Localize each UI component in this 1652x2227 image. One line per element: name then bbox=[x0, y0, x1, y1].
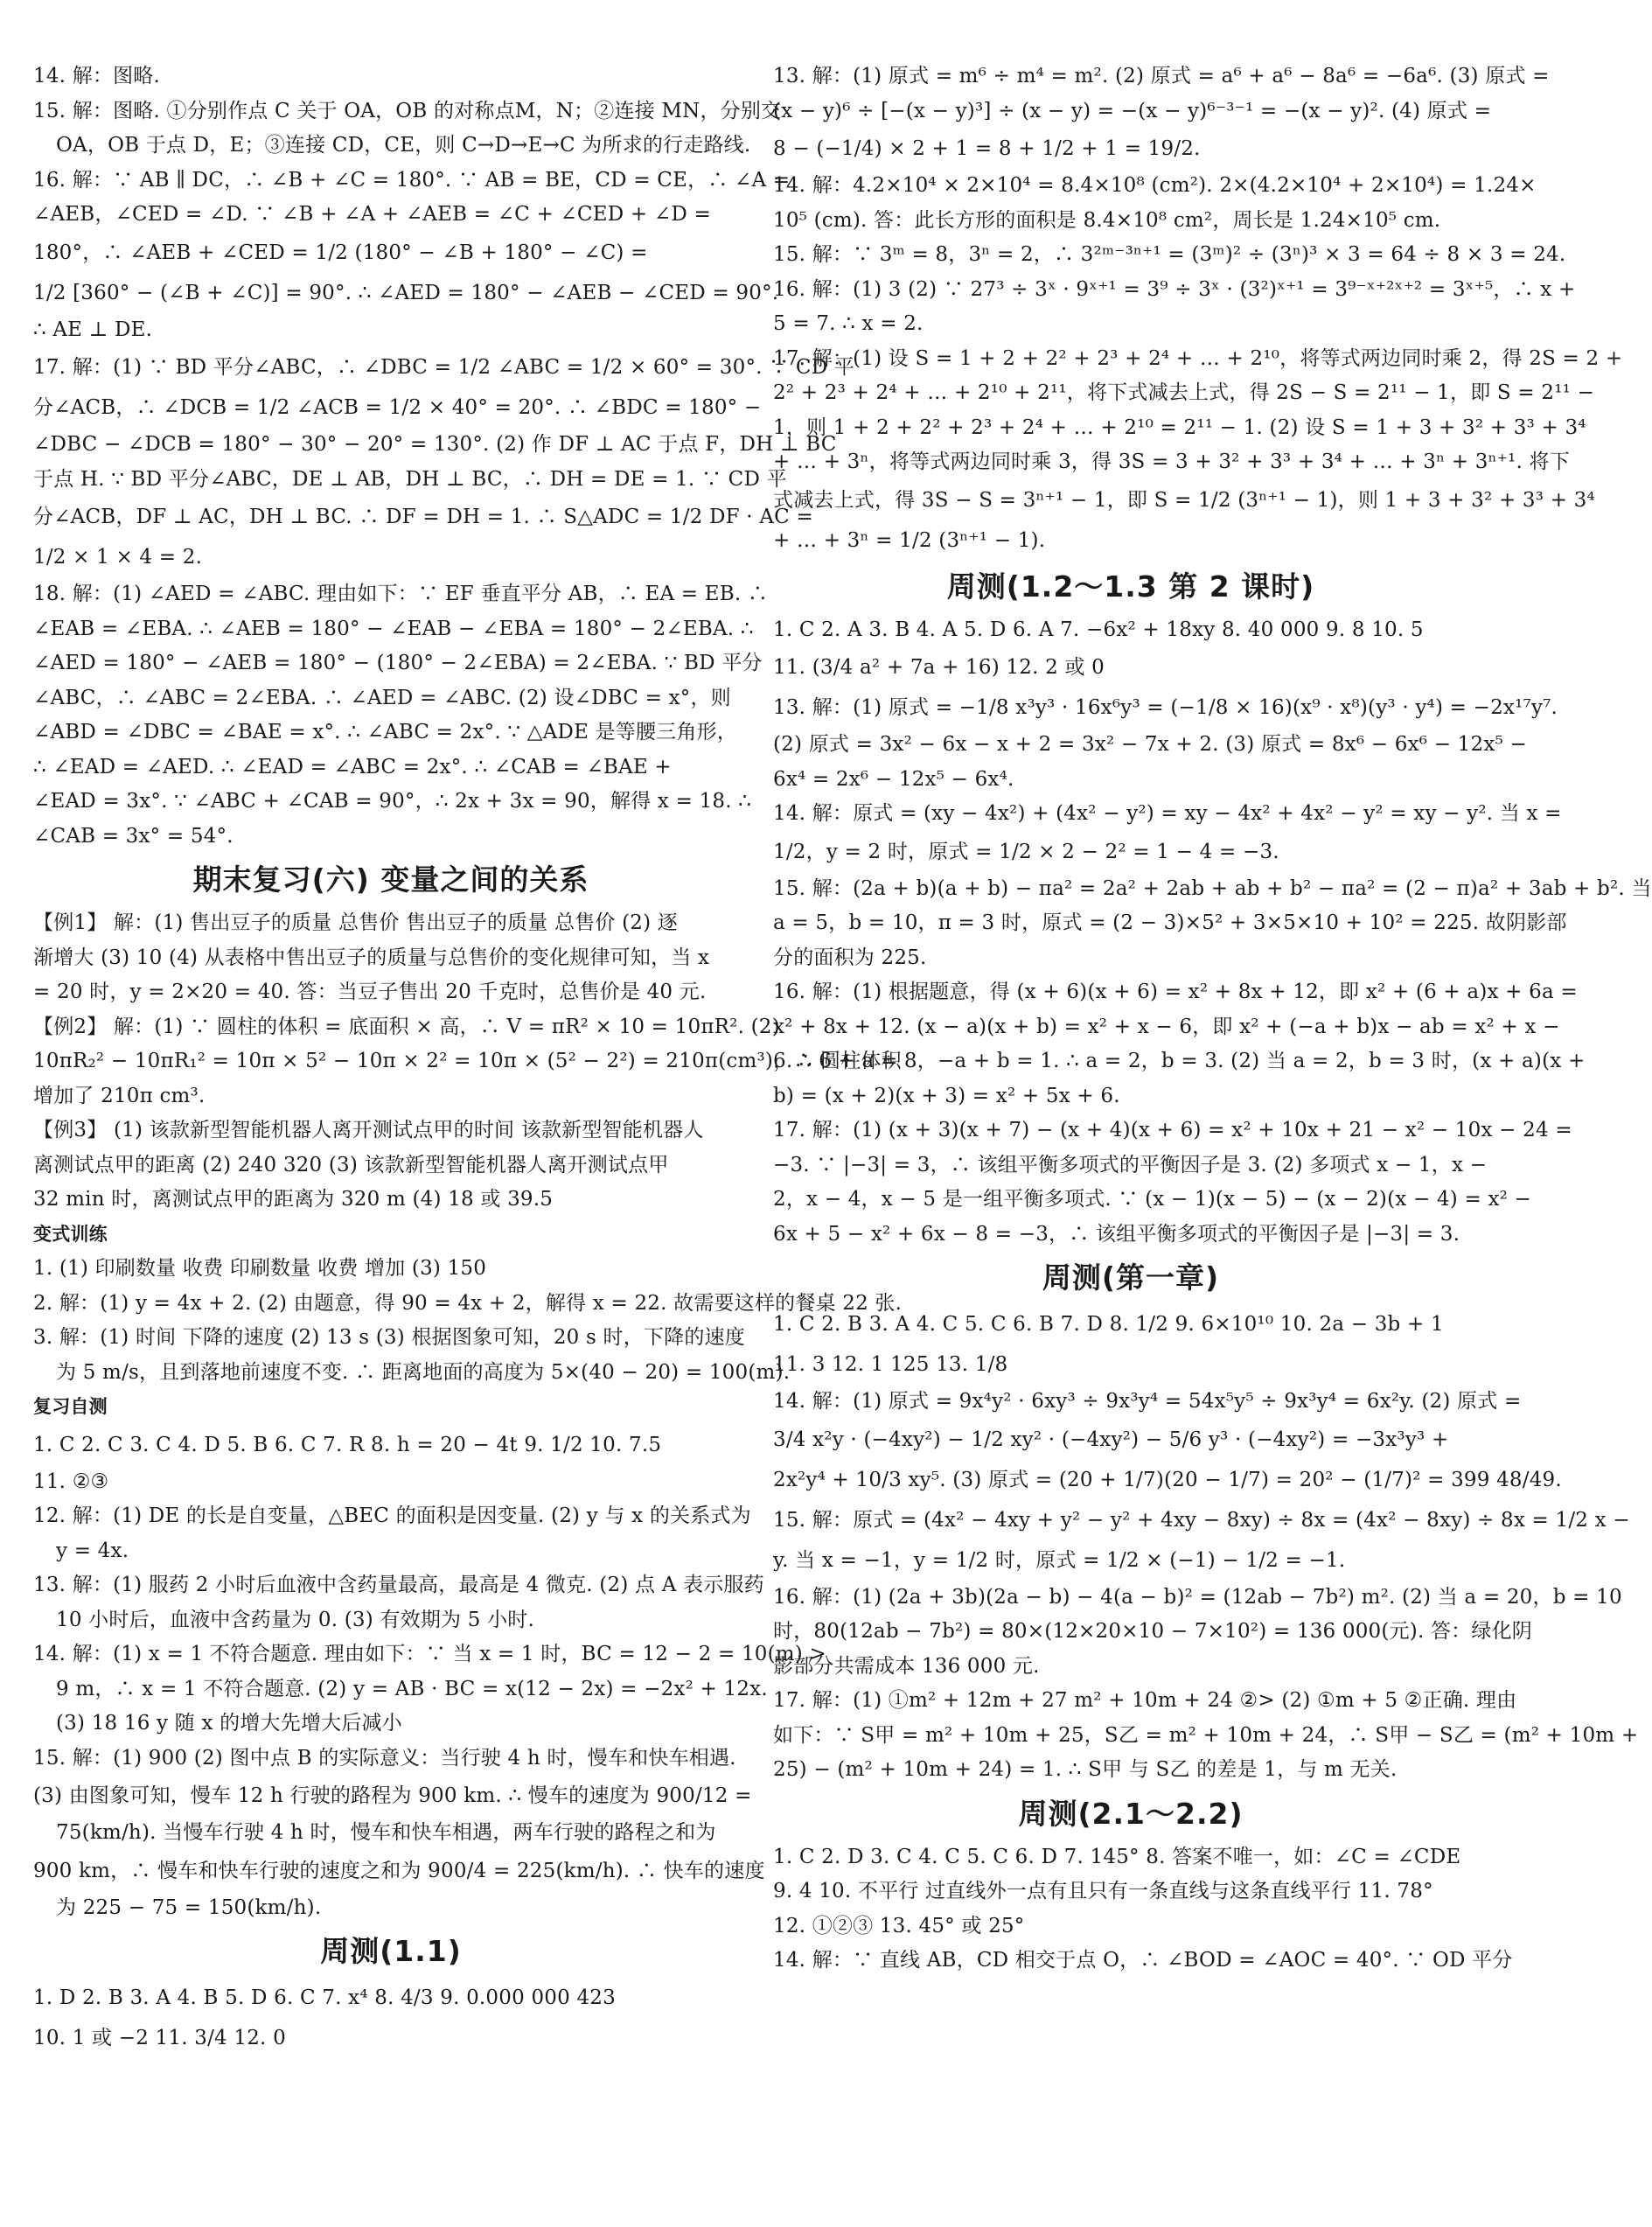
answer-line: 1. C 2. A 3. B 4. A 5. D 6. A 7. −6x² + 18xy 8. 40 000 9. 8 10. 5 bbox=[773, 618, 1424, 641]
answer-line: 【例1】 解：(1) 售出豆子的质量 总售价 售出豆子的质量 总售价 (2) 逐 bbox=[33, 911, 678, 934]
answer-line: 3/4 x²y · (−4xy²) − 1/2 xy² · (−4xy²) − 5/6 y³ · (−4xy²) = −3x³y³ + bbox=[773, 1428, 1449, 1451]
answer-line: = 20 时，y = 2×20 = 40. 答：当豆子售出 20 千克时，总售价是 40 元. bbox=[33, 981, 707, 1003]
answer-line: 15. 解：图略. ①分别作点 C 关于 OA，OB 的对称点M，N；②连接 MN，分别交 bbox=[33, 99, 782, 122]
answer-line: ∠DBC − ∠DCB = 180° − 30° − 20° = 130°. (2) 作 DF ⊥ AC 于点 F，DH ⊥ BC bbox=[33, 433, 837, 456]
answer-line: 14. 解：(1) 原式 = 9x⁴y² · 6xy³ ÷ 9x³y⁴ = 54x⁵y⁵ ÷ 9x³y⁴ = 6x²y. (2) 原式 = bbox=[773, 1390, 1522, 1413]
answer-line: 分的面积为 225. bbox=[773, 946, 927, 969]
answer-line: 2x²y⁴ + 10/3 xy⁵. (3) 原式 = (20 + 1/7)(20 − 1/7) = 20² − (1/7)² = 399 48/49. bbox=[773, 1468, 1562, 1491]
answer-line: 16. 解：(1) 3 (2) ∵ 27³ ÷ 3ˣ · 9ˣ⁺¹ = 3⁹ ÷ 3ˣ · (3²)ˣ⁺¹ = 3⁹⁻ˣ⁺²ˣ⁺² = 3ˣ⁺⁵，∴ x + bbox=[773, 277, 1576, 301]
answer-line: 17. 解：(1) (x + 3)(x + 7) − (x + 4)(x + 6) = x² + 10x + 21 − x² − 10x − 24 = bbox=[773, 1119, 1572, 1141]
answer-line: (3) 由图象可知，慢车 12 h 行驶的路程为 900 km. ∴ 慢车的速度为 900/12 = bbox=[33, 1784, 752, 1807]
answer-line: (2) 原式 = 3x² − 6x − x + 2 = 3x² − 7x + 2. (3) 原式 = 8x⁶ − 6x⁶ − 12x⁵ − bbox=[773, 733, 1527, 756]
answer-line: 17. 解：(1) 设 S = 1 + 2 + 2² + 2³ + 2⁴ + … + 2¹⁰，将等式两边同时乘 2，得 2S = 2 + bbox=[773, 346, 1623, 370]
section-heading: 周测(第一章) bbox=[1042, 1260, 1220, 1295]
answer-line: ∠EAB = ∠EBA. ∴ ∠AEB = 180° − ∠EAB − ∠EBA = 180° − 2∠EBA. ∴ bbox=[33, 617, 754, 640]
answer-line: 增加了 210π cm³. bbox=[33, 1084, 206, 1107]
answer-line: + … + 3ⁿ = 1/2 (3ⁿ⁺¹ − 1). bbox=[773, 528, 1046, 552]
answer-line: 17. 解：(1) ∵ BD 平分∠ABC，∴ ∠DBC = 1/2 ∠ABC = 1/2 × 60° = 30°. ∵ CD 平 bbox=[33, 356, 855, 379]
answer-line: 18. 解：(1) ∠AED = ∠ABC. 理由如下：∵ EF 垂直平分 AB，∴ EA = EB. ∴ bbox=[33, 583, 769, 605]
section-heading: 周测(2.1～2.2) bbox=[1018, 1796, 1244, 1831]
answer-line: 11. ②③ bbox=[33, 1470, 109, 1493]
answer-line: 式减去上式，得 3S − S = 3ⁿ⁺¹ − 1，即 S = 1/2 (3ⁿ⁺¹ − 1)，则 1 + 3 + 3² + 3³ + 3⁴ bbox=[773, 488, 1595, 512]
answer-line: 180°，∴ ∠AEB + ∠CED = 1/2 (180° − ∠B + 180° − ∠C) = bbox=[33, 241, 648, 264]
answer-line: 5 = 7. ∴ x = 2. bbox=[773, 312, 924, 335]
answer-line: 12. 解：(1) DE 的长是自变量，△BEC 的面积是因变量. (2) y 与 x 的关系式为 bbox=[33, 1504, 751, 1527]
answer-line: 1. D 2. B 3. A 4. B 5. D 6. C 7. x⁴ 8. 4/3 9. 0.000 000 423 bbox=[33, 1986, 616, 2009]
answer-line: 1，则 1 + 2 + 2² + 2³ + 2⁴ + … + 2¹⁰ = 2¹¹ − 1. (2) 设 S = 1 + 3 + 3² + 3³ + 3⁴ bbox=[773, 415, 1586, 439]
answer-line: 9. 4 10. 不平行 过直线外一点有且只有一条直线与这条直线平行 11. 78° bbox=[773, 1880, 1433, 1902]
answer-line: ∠AED = 180° − ∠AEB = 180° − (180° − 2∠EBA) = 2∠EBA. ∵ BD 平分 bbox=[33, 652, 763, 674]
answer-line: 16. 解：∵ AB ∥ DC，∴ ∠B + ∠C = 180°. ∵ AB = BE，CD = CE，∴ ∠A = bbox=[33, 168, 791, 192]
answer-line: 13. 解：(1) 原式 = −1/8 x³y³ · 16x⁶y³ = (−1/8 × 16)(x⁹ · x⁸)(y³ · y⁴) = −2x¹⁷y⁷. bbox=[773, 696, 1558, 719]
answer-line: 于点 H. ∵ BD 平分∠ABC，DE ⊥ AB，DH ⊥ BC，∴ DH = DE = 1. ∵ CD 平 bbox=[33, 467, 787, 491]
answer-line: 16. 解：(1) 根据题意，得 (x + 6)(x + 6) = x² + 8x + 12，即 x² + (6 + a)x + 6a = bbox=[773, 981, 1578, 1003]
answer-line: 为 225 − 75 = 150(km/h). bbox=[56, 1895, 322, 1919]
answer-line: 6x⁴ = 2x⁶ − 12x⁵ − 6x⁴. bbox=[773, 767, 1014, 791]
subsection-heading: 复习自测 bbox=[33, 1396, 108, 1417]
answer-line: + … + 3ⁿ，将等式两边同时乘 3，得 3S = 3 + 3² + 3³ + 3⁴ + … + 3ⁿ + 3ⁿ⁺¹. 将下 bbox=[773, 450, 1570, 473]
answer-line: 13. 解：(1) 原式 = m⁶ ÷ m⁴ = m². (2) 原式 = a⁶ + a⁶ − 8a⁶ = −6a⁶. (3) 原式 = bbox=[773, 65, 1550, 87]
section-heading: 周测(1.2～1.3 第 2 课时) bbox=[946, 569, 1315, 604]
answer-line: 为 5 m/s，且到落地前速度不变. ∴ 距离地面的高度为 5×(40 − 20) = 100(m). bbox=[56, 1360, 791, 1384]
answer-line: 16. 解：(1) (2a + 3b)(2a − b) − 4(a − b)² = (12ab − 7b²) m². (2) 当 a = 20，b = 10 bbox=[773, 1585, 1622, 1609]
answer-line: ∴ AE ⊥ DE. bbox=[33, 318, 153, 341]
answer-line: 15. 解：原式 = (4x² − 4xy + y² − y² + 4xy − 8xy) ÷ 8x = (4x² − 8xy) ÷ 8x = 1/2 x − bbox=[773, 1508, 1630, 1532]
answer-line: 分∠ACB，∴ ∠DCB = 1/2 ∠ACB = 1/2 × 40° = 20°. ∴ ∠BDC = 180° − bbox=[33, 396, 762, 419]
answer-line: 15. 解：∵ 3ᵐ = 8，3ⁿ = 2，∴ 3²ᵐ⁻³ⁿ⁺¹ = (3ᵐ)² ÷ (3ⁿ)³ × 3 = 64 ÷ 8 × 3 = 24. bbox=[773, 243, 1566, 266]
answer-line: OA，OB 于点 D，E；③连接 CD，CE，则 C→D→E→C 为所求的行走路线. bbox=[56, 134, 751, 157]
answer-line: ∠ABC，∴ ∠ABC = 2∠EBA. ∴ ∠AED = ∠ABC. (2) 设∠DBC = x°，则 bbox=[33, 686, 731, 709]
answer-line: 1. C 2. C 3. C 4. D 5. B 6. C 7. R 8. h = 20 − 4t 9. 1/2 10. 7.5 bbox=[33, 1433, 662, 1456]
answer-line: 时，80(12ab − 7b²) = 80×(12×20×10 − 7×10²) = 136 000(元). 答：绿化阴 bbox=[773, 1620, 1532, 1643]
answer-line: 32 min 时，离测试点甲的距离为 320 m (4) 18 或 39.5 bbox=[33, 1188, 554, 1211]
answer-line: 2，x − 4，x − 5 是一组平衡多项式. ∵ (x − 1)(x − 5) − (x − 2)(x − 4) = x² − bbox=[773, 1188, 1532, 1211]
answer-line: x² + 8x + 12. (x − a)(x + b) = x² + x − 6，即 x² + (−a + b)x − ab = x² + x − bbox=[773, 1015, 1560, 1038]
answer-line: (x − y)⁶ ÷ [−(x − y)³] ÷ (x − y) = −(x − y)⁶⁻³⁻¹ = −(x − y)². (4) 原式 = bbox=[773, 99, 1492, 122]
answer-line: 1. C 2. B 3. A 4. C 5. C 6. B 7. D 8. 1/2 9. 6×10¹⁰ 10. 2a − 3b + 1 bbox=[773, 1313, 1444, 1336]
answer-line: y. 当 x = −1，y = 1/2 时，原式 = 1/2 × (−1) − 1/2 = −1. bbox=[773, 1548, 1346, 1572]
answer-line: 900 km，∴ 慢车和快车行驶的速度之和为 900/4 = 225(km/h). ∴ 快车的速度 bbox=[33, 1859, 765, 1882]
answer-line: 10. 1 或 −2 11. 3/4 12. 0 bbox=[33, 2027, 286, 2049]
answer-line: 分∠ACB，DF ⊥ AC，DH ⊥ BC. ∴ DF = DH = 1. ∴ S△ADC = 1/2 DF · AC = bbox=[33, 506, 813, 528]
answer-line: 【例3】 (1) 该款新型智能机器人离开测试点甲的时间 该款新型智能机器人 bbox=[33, 1119, 704, 1141]
answer-line: ∠ABD = ∠DBC = ∠BAE = x°. ∴ ∠ABC = 2x°. ∵ △ADE 是等腰三角形， bbox=[33, 721, 737, 743]
answer-line: ∠EAD = 3x°. ∵ ∠ABC + ∠CAB = 90°，∴ 2x + 3x = 90，解得 x = 18. ∴ bbox=[33, 790, 752, 813]
answer-line: a = 5，b = 10，π = 3 时，原式 = (2 − 3)×5² + 3×5×10 + 10² = 225. 故阴影部 bbox=[773, 911, 1567, 934]
answer-line: ∠AEB，∠CED = ∠D. ∵ ∠B + ∠A + ∠AEB = ∠C + ∠CED + ∠D = bbox=[33, 203, 711, 226]
answer-line: (3) 18 16 y 随 x 的增大先增大后减小 bbox=[56, 1712, 402, 1735]
answer-line: 17. 解：(1) ①m² + 12m + 27 m² + 10m + 24 ②> (2) ①m + 5 ②正确. 理由 bbox=[773, 1689, 1517, 1712]
answer-line: 影部分共需成本 136 000 元. bbox=[773, 1654, 1040, 1678]
answer-line: ∴ ∠EAD = ∠AED. ∴ ∠EAD = ∠ABC = 2x°. ∴ ∠CAB = ∠BAE + bbox=[33, 755, 672, 778]
section-heading: 期末复习(六) 变量之间的关系 bbox=[192, 862, 589, 897]
answer-line: 1. C 2. D 3. C 4. C 5. C 6. D 7. 145° 8. 答案不唯一，如：∠C = ∠CDE bbox=[773, 1845, 1461, 1868]
answer-line: 12. ①②③ 13. 45° 或 25° bbox=[773, 1914, 1025, 1937]
answer-line: 75(km/h). 当慢车行驶 4 h 时，慢车和快车相遇，两车行驶的路程之和为 bbox=[56, 1821, 716, 1844]
answer-line: 6x + 5 − x² + 6x − 8 = −3，∴ 该组平衡多项式的平衡因子是 |−3| = 3. bbox=[773, 1222, 1460, 1246]
answer-line: 25) − (m² + 10m + 24) = 1. ∴ S甲 与 S乙 的差是 1，与 m 无关. bbox=[773, 1758, 1398, 1781]
answer-line: 8 − (−1/4) × 2 + 1 = 8 + 1/2 + 1 = 19/2. bbox=[773, 137, 1201, 160]
answer-line: 11. 3 12. 1 125 13. 1/8 bbox=[773, 1353, 1008, 1376]
right-column bbox=[773, 59, 1652, 1979]
answer-line: 【例2】 解：(1) ∵ 圆柱的体积 = 底面积 × 高，∴ V = πR² × 10 = 10πR². (2) bbox=[33, 1015, 780, 1038]
answer-line: 6. ∴ 6 + a = 8，−a + b = 1. ∴ a = 2，b = 3. (2) 当 a = 2，b = 3 时，(x + a)(x + bbox=[773, 1050, 1586, 1072]
answer-line: 1/2，y = 2 时，原式 = 1/2 × 2 − 2² = 1 − 4 = −3. bbox=[773, 840, 1279, 863]
answer-line: 如下：∵ S甲 = m² + 10m + 25，S乙 = m² + 10m + 24，∴ S甲 − S乙 = (m² + 10m + bbox=[773, 1723, 1639, 1747]
subsection-heading: 变式训练 bbox=[33, 1223, 108, 1245]
answer-line: 1. (1) 印刷数量 收费 印刷数量 收费 增加 (3) 150 bbox=[33, 1257, 487, 1280]
answer-line: 14. 解：∵ 直线 AB，CD 相交于点 O，∴ ∠BOD = ∠AOC = 40°. ∵ OD 平分 bbox=[773, 1949, 1513, 1972]
answer-line: 14. 解：图略. bbox=[33, 65, 160, 87]
answer-line: 14. 解：4.2×10⁴ × 2×10⁴ = 8.4×10⁸ (cm²). 2×(4.2×10⁴ + 2×10⁴) = 1.24× bbox=[773, 174, 1537, 197]
answer-line: 1/2 [360° − (∠B + ∠C)] = 90°. ∴ ∠AED = 180° − ∠AEB − ∠CED = 90°. bbox=[33, 281, 779, 304]
answer-line: 9 m，∴ x = 1 不符合题意. (2) y = AB · BC = x(12 − 2x) = −2x² + 12x. bbox=[56, 1677, 768, 1700]
answer-line: 15. 解：(2a + b)(a + b) − πa² = 2a² + 2ab + ab + b² − πa² = (2 − π)a² + 3ab + b². 当 bbox=[773, 876, 1652, 900]
answer-line: 10⁵ (cm). 答：此长方形的面积是 8.4×10⁸ cm²，周长是 1.24×10⁵ cm. bbox=[773, 208, 1441, 232]
answer-line: 2² + 2³ + 2⁴ + … + 2¹⁰ + 2¹¹，将下式减去上式，得 2S − S = 2¹¹ − 1，即 S = 2¹¹ − bbox=[773, 381, 1595, 404]
answer-line: 11. (3/4 a² + 7a + 16) 12. 2 或 0 bbox=[773, 656, 1105, 679]
answer-line: 10 小时后，血液中含药量为 0. (3) 有效期为 5 小时. bbox=[56, 1608, 535, 1631]
answer-line: 渐增大 (3) 10 (4) 从表格中售出豆子的质量与总售价的变化规律可知，当 x bbox=[33, 946, 710, 969]
answer-line: y = 4x. bbox=[56, 1539, 129, 1562]
section-heading: 周测(1.1) bbox=[320, 1934, 462, 1968]
answer-line: 1/2 × 1 × 4 = 2. bbox=[33, 546, 203, 569]
answer-line: 14. 解：原式 = (xy − 4x²) + (4x² − y²) = xy − 4x² + 4x² − y² = xy − y². 当 x = bbox=[773, 802, 1562, 825]
answer-line: b) = (x + 2)(x + 3) = x² + 5x + 6. bbox=[773, 1084, 1120, 1107]
answer-line: ∠CAB = 3x° = 54°. bbox=[33, 824, 234, 848]
answer-line: 13. 解：(1) 服药 2 小时后血液中含药量最高，最高是 4 微克. (2) 点 A 表示服药 bbox=[33, 1574, 764, 1596]
answer-line: 15. 解：(1) 900 (2) 图中点 B 的实际意义：当行驶 4 h 时，慢车和快车相遇. bbox=[33, 1746, 736, 1770]
answer-line: −3. ∵ |−3| = 3，∴ 该组平衡多项式的平衡因子是 3. (2) 多项式 x − 1，x − bbox=[773, 1153, 1488, 1176]
answer-line: 14. 解：(1) x = 1 不符合题意. 理由如下：∵ 当 x = 1 时，BC = 12 − 2 = 10(m) > bbox=[33, 1643, 826, 1665]
answer-line: 10πR₂² − 10πR₁² = 10π × 5² − 10π × 2² = 10π × (5² − 2²) = 210π(cm³)，∴ 圆柱体积 bbox=[33, 1050, 902, 1072]
answer-line: 2. 解：(1) y = 4x + 2. (2) 由题意，得 90 = 4x + 2，解得 x = 22. 故需要这样的餐桌 22 张. bbox=[33, 1291, 903, 1315]
answer-line: 离测试点甲的距离 (2) 240 320 (3) 该款新型智能机器人离开测试点甲 bbox=[33, 1153, 669, 1176]
answer-line: 3. 解：(1) 时间 下降的速度 (2) 13 s (3) 根据图象可知，20 s 时，下降的速度 bbox=[33, 1326, 745, 1349]
